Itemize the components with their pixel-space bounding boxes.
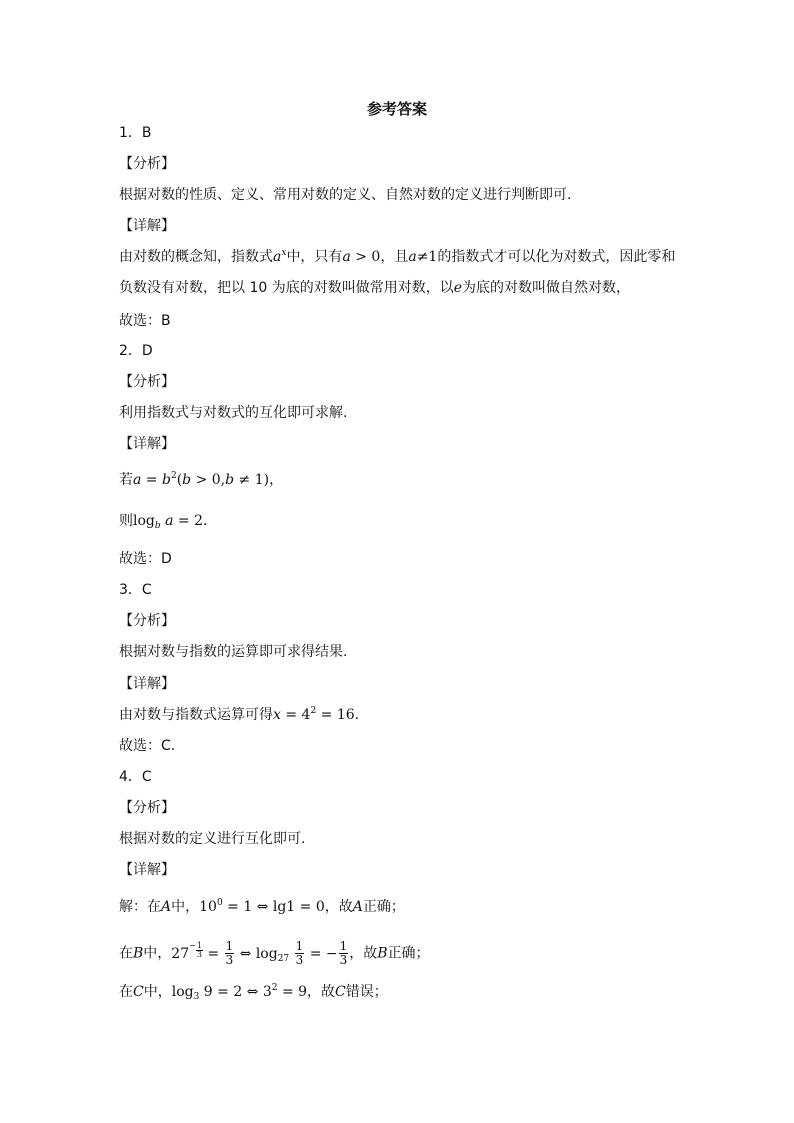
q3-analysis-text: 根据对数与指数的运算即可求得结果. [119,644,348,660]
q3-answer: 故选：C. [119,738,176,754]
q4-option-b: 在B中，27 − $\frac{1}{3}$ = $\frac{1}{3}$ ⇔ $\log_{27}$ $\frac{1}{3}$ = − $\frac{1}{3}$ ，故B正确； [119,939,430,967]
q2-detail-line1: 若$a = b^2(b > 0,b \ne 1)$， [119,471,284,488]
q4-analysis-text: 根据对数的定义进行互化即可. [119,831,306,847]
expr-a-eq-b2: $a = b^2(b > 0,b \ne 1)$ [133,471,270,488]
q1-detail-label: 【详解】 [119,218,175,234]
q2-analysis-text: 利用指数式与对数式的互化即可求解. [119,405,348,421]
q1-analysis-text: 根据对数的性质、定义、常用对数的定义、自然对数的定义进行判断即可. [119,187,572,203]
q4-option-a: 解：在A中，$10^0 = 1$ ⇔ lg1 = 0，故A正确； [119,898,405,915]
expr-a-gt-0: a [342,249,351,265]
q1-analysis-label: 【分析】 [119,156,175,172]
q2-analysis-label: 【分析】 [119,374,175,390]
q2-number: 2．D [119,343,153,359]
q1-number: 1．B [119,125,152,141]
expr-log-b-a: $\log_b a = 2$. [133,513,208,531]
q3-detail-label: 【详解】 [119,676,175,692]
q4-analysis-label: 【分析】 [119,800,175,816]
expr-a-pow-x: $a^x$ [273,248,287,265]
q4-detail-label: 【详解】 [119,862,175,878]
expr-e: e [453,280,463,296]
q2-answer: 故选：D [119,551,172,567]
q4-number: 4．C [119,769,152,785]
q1-answer: 故选：B [119,313,171,329]
page-title: 参考答案 [366,100,427,118]
q2-detail-line2: 则$\log_b a = 2$. [119,513,208,531]
q3-detail-line1: 由对数与指数式运算可得$x = 4^2 = 16$. [119,706,360,723]
q4-option-c: 在C中，$\log_3 9 = 2$ ⇔ $3^2 = 9$，故C错误； [119,983,388,1002]
q3-number: 3．C [119,582,152,598]
expr-x-eq-4-sq: $x = 4^2 = 16$. [273,706,360,723]
q3-analysis-label: 【分析】 [119,613,175,629]
expr-log3-9: $\log_3 9 = 2$ ⇔ $3^2 = 9$ [171,983,308,1002]
q2-detail-label: 【详解】 [119,436,175,452]
expr-a-ne-1: a [408,249,417,265]
q1-detail-line1: 由对数的概念知，指数式$a^x$中，只有a > 0，且a≠1的指数式才可以化为对数式，因此零和 [119,248,676,265]
expr-10-pow-0: $10^0 = 1$ ⇔ lg1 = 0 [199,898,325,915]
q1-detail-line2: 负数没有对数，把以 10 为底的对数叫做常用对数，以e为底的对数叫做自然对数， [119,280,631,296]
expr-27-pow-neg-third: 27 − $\frac{1}{3}$ = $\frac{1}{3}$ ⇔ $\log_{27}$ $\frac{1}{3}$ = − $\frac{1}{3}$ [171,939,348,967]
